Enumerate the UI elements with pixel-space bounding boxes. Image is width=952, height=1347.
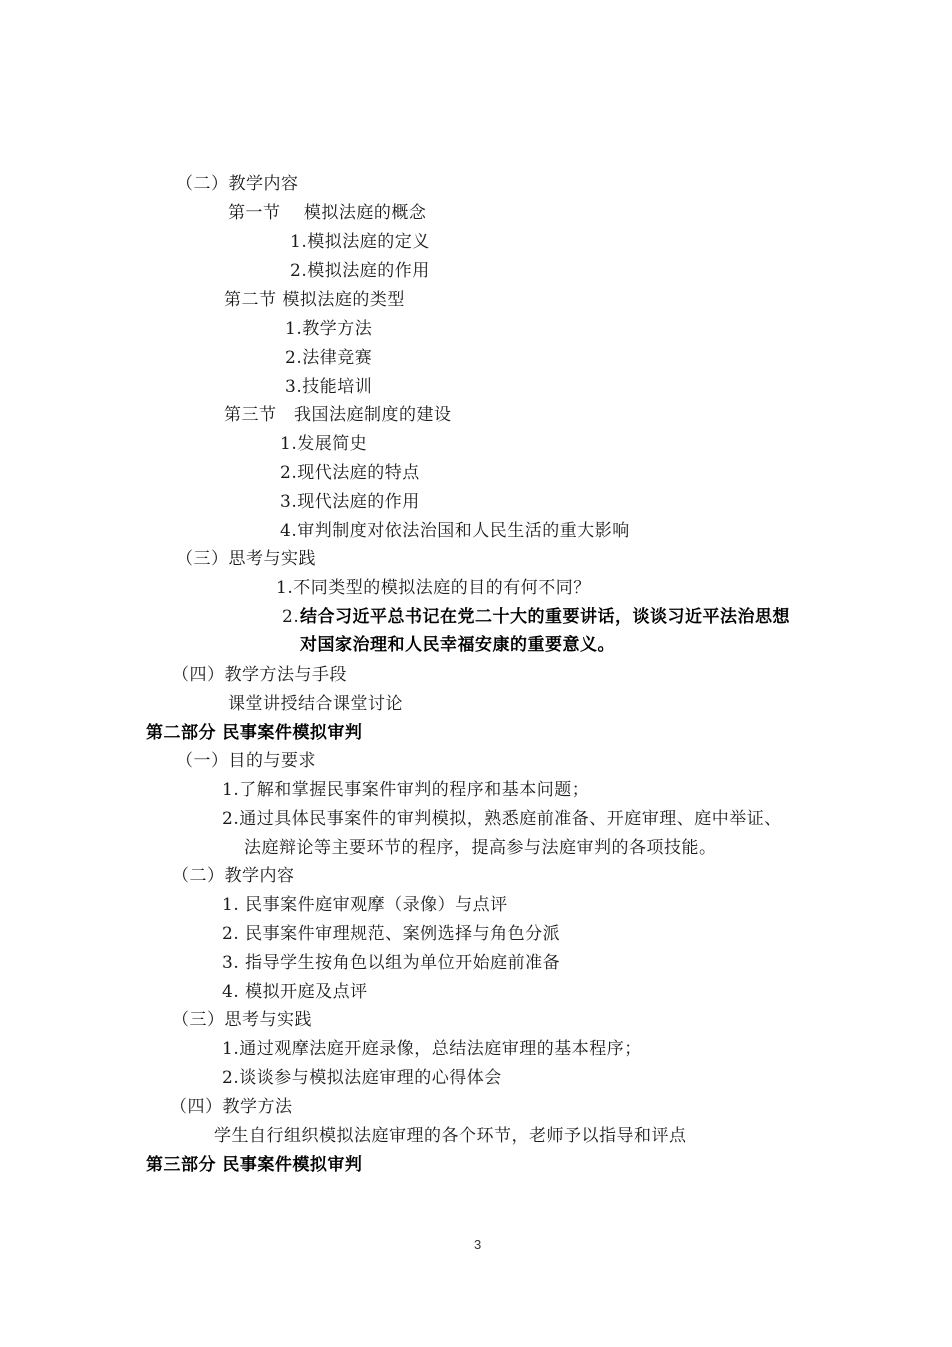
list-item: 1.了解和掌握民事案件审判的程序和基本问题； (222, 780, 590, 800)
list-item: 2.谈谈参与模拟法庭审理的心得体会 (222, 1068, 502, 1088)
list-item: 1.通过观摩法庭开庭录像，总结法庭审理的基本程序； (222, 1039, 642, 1059)
list-item-continuation: 法庭辩论等主要环节的程序，提高参与法庭审判的各项技能。 (244, 838, 717, 858)
chapter-title: 第二节 模拟法庭的类型 (224, 290, 405, 310)
paragraph: 学生自行组织模拟法庭审理的各个环节，老师予以指导和评点 (214, 1126, 687, 1146)
section-heading: （三）思考与实践 (176, 549, 316, 569)
paragraph: 课堂讲授结合课堂讨论 (228, 694, 403, 714)
list-item: 1.模拟法庭的定义 (290, 232, 430, 252)
section-heading: （三）思考与实践 (172, 1010, 312, 1030)
emphasized-text: 对国家治理和人民幸福安康的重要意义。 (300, 635, 615, 655)
page-number: 3 (474, 1237, 482, 1252)
list-item: 2.现代法庭的特点 (280, 463, 420, 483)
list-item: 3.技能培训 (285, 377, 373, 397)
list-item: 2. 民事案件审理规范、案例选择与角色分派 (222, 924, 561, 944)
list-item: 1. 民事案件庭审观摩（录像）与点评 (222, 895, 508, 915)
list-item: 1.教学方法 (285, 319, 373, 339)
part-title: 第二部分 民事案件模拟审判 (146, 723, 363, 743)
list-item: 4. 模拟开庭及点评 (222, 982, 368, 1002)
list-item: 1.不同类型的模拟法庭的目的有何不同？ (276, 578, 591, 598)
list-item: 3. 指导学生按角色以组为单位开始庭前准备 (222, 953, 561, 973)
list-item: 3.现代法庭的作用 (280, 492, 420, 512)
section-heading: （四）教学方法与手段 (172, 665, 347, 685)
section-heading: （一）目的与要求 (176, 751, 316, 771)
section-heading: （二）教学内容 (176, 174, 299, 194)
part-title: 第三部分 民事案件模拟审判 (146, 1155, 363, 1175)
list-item: 2.通过具体民事案件的审判模拟，熟悉庭前准备、开庭审理、庭中举证、 (222, 809, 782, 829)
chapter-title: 第一节 模拟法庭的概念 (228, 203, 427, 223)
list-item: 2.法律竞赛 (285, 348, 373, 368)
list-item: 1.发展简史 (280, 434, 368, 454)
list-item-number: 2. (282, 607, 300, 627)
section-heading: （二）教学内容 (172, 866, 295, 886)
emphasized-text: 结合习近平总书记在党二十大的重要讲话，谈谈习近平法治思想 (300, 607, 790, 627)
chapter-title: 第三节 我国法庭制度的建设 (224, 405, 452, 425)
list-item: 2.模拟法庭的作用 (290, 261, 430, 281)
list-item: 4.审判制度对依法治国和人民生活的重大影响 (280, 521, 630, 541)
section-heading: （四）教学方法 (170, 1097, 293, 1117)
